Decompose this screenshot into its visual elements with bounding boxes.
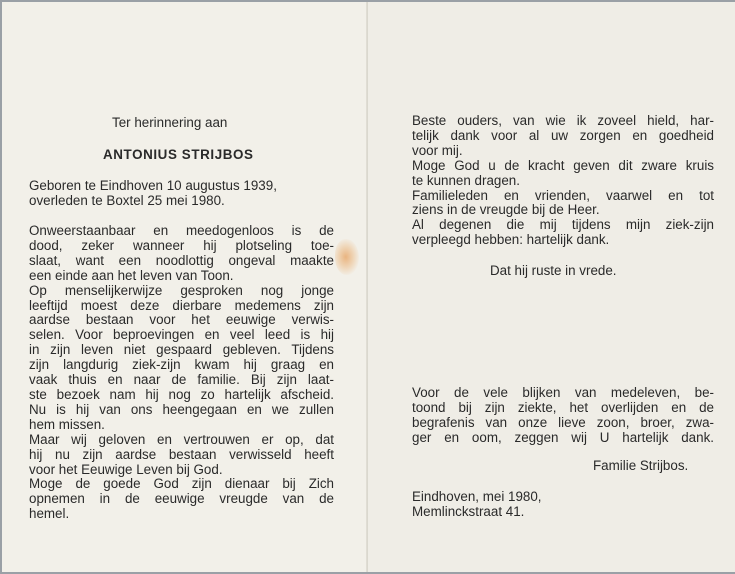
death-line: overleden te Boxtel 25 mei 1980. bbox=[29, 192, 225, 208]
birth-death-block bbox=[29, 179, 334, 209]
memorial-line: hij nu zijn aardse bestaan verwisseld heeft bbox=[29, 446, 334, 462]
memorial-line: hem missen. bbox=[29, 416, 105, 432]
memorial-text bbox=[29, 224, 334, 522]
memorial-line: leeftijd moest deze dierbare medemens zijn bbox=[29, 297, 334, 313]
memorial-line: dood, zeker wanneer hij plotseling toe- bbox=[29, 237, 334, 253]
memorial-line: Maar wij geloven en vertrouwen er op, dat bbox=[29, 431, 334, 447]
memorial-line: Op menselijkerwijze gesproken nog jonge bbox=[29, 282, 334, 298]
farewell-line: Moge God u de kracht geven dit zware kruis bbox=[412, 157, 714, 173]
memorial-line: ste bezoek nam hij nog zo hartelijk afscheid. bbox=[29, 386, 334, 402]
memorial-line: een einde aan het leven van Toon. bbox=[29, 267, 234, 283]
memorial-line: slaat, want een noodlottig ongeval maakte bbox=[29, 252, 334, 268]
address-block bbox=[412, 490, 542, 520]
birth-line: Geboren te Eindhoven 10 augustus 1939, bbox=[29, 178, 277, 193]
thanks-line: toond bij zijn ziekte, het overlijden en de bbox=[412, 399, 714, 415]
memorial-line: zijn langdurig ziek-zijn kwam hij graag en bbox=[29, 357, 334, 373]
memorial-line: hemel. bbox=[29, 506, 70, 522]
farewell-line: verpleegd hebben: hartelijk dank. bbox=[412, 232, 610, 248]
thanks-line: begrafenis van onze lieve zoon, broer, zwa- bbox=[412, 414, 714, 430]
farewell-line: ziens in de vreugde bij de Heer. bbox=[412, 202, 600, 218]
address-line: Eindhoven, mei 1980, bbox=[412, 489, 542, 504]
memorial-line: vaak thuis en naar de familie. Bij zijn laat- bbox=[29, 372, 334, 388]
farewell-line: Beste ouders, van wie ik zoveel hield, har- bbox=[412, 113, 714, 128]
right-page bbox=[368, 2, 735, 572]
memorial-line: in zijn leven niet gespaard gebleven. Tijdens bbox=[29, 342, 334, 358]
memorial-line: selen. Voor beproevingen en veel leed is hij bbox=[29, 327, 334, 343]
farewell-line: telijk dank voor al uw zorgen en goedheid bbox=[412, 127, 714, 143]
thanks-line: ger en oom, zeggen wij U hartelijk dank. bbox=[412, 429, 714, 445]
address-line: Memlinckstraat 41. bbox=[412, 503, 525, 519]
thanks-line: Voor de vele blijken van medeleven, be- bbox=[412, 385, 714, 400]
family-signature: Familie Strijbos. bbox=[593, 458, 689, 473]
farewell-line: Al degenen die mij tijdens mijn ziek-zijn bbox=[412, 217, 714, 233]
rest-in-peace: Dat hij ruste in vrede. bbox=[490, 263, 617, 278]
left-page bbox=[2, 2, 367, 572]
memorial-line: Moge de goede God zijn dienaar bij Zich bbox=[29, 476, 334, 492]
farewell-text bbox=[412, 114, 714, 248]
memorial-line: aardse bestaan voor het eeuwige verwis- bbox=[29, 312, 334, 328]
memorial-line: Nu is hij van ons heengegaan en we zullen bbox=[29, 401, 334, 417]
memorial-line: Onweerstaanbaar en meedogenloos is de bbox=[29, 223, 334, 238]
farewell-line: voor mij. bbox=[412, 142, 463, 158]
heading: Ter herinnering aan bbox=[112, 115, 228, 130]
paper-stain bbox=[335, 239, 359, 275]
thanks-text bbox=[412, 386, 714, 446]
memorial-line: opnemen in de eeuwige vreugde van de bbox=[29, 491, 334, 507]
memorial-line: voor het Eeuwige Leven bij God. bbox=[29, 461, 223, 477]
deceased-name: ANTONIUS STRIJBOS bbox=[103, 147, 254, 162]
farewell-line: Familieleden en vrienden, vaarwel en tot bbox=[412, 187, 714, 203]
farewell-line: te kunnen dragen. bbox=[412, 172, 520, 188]
